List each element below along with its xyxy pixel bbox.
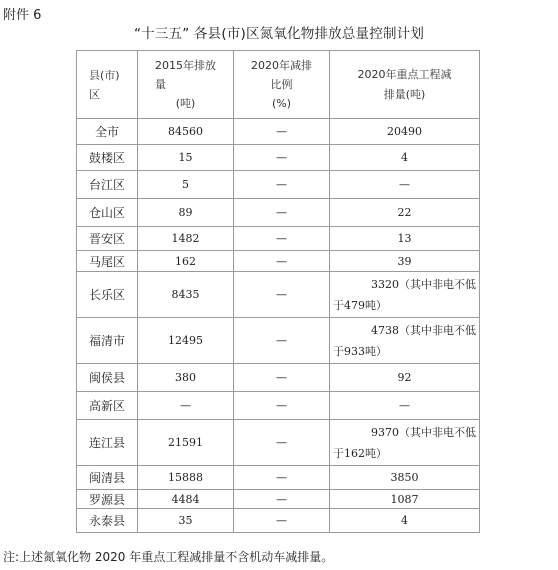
emission-plan-table bbox=[76, 50, 480, 533]
header-district-line-2: 区 bbox=[89, 87, 100, 101]
cell-emission-2015: 15888 bbox=[138, 466, 234, 490]
cell-emission-2015: 380 bbox=[138, 364, 234, 392]
header-emission-2015 bbox=[138, 51, 234, 119]
cell-district: 高新区 bbox=[77, 392, 138, 420]
table-row bbox=[77, 318, 480, 364]
header-ratio-line-1: 2020年减排 bbox=[251, 59, 312, 72]
cell-emission-2015: — bbox=[138, 392, 234, 420]
table-header-row bbox=[77, 51, 480, 119]
header-district-line-1: 县(市) bbox=[89, 68, 120, 82]
cell-key-project-reduction bbox=[330, 490, 480, 509]
table-row bbox=[77, 227, 480, 251]
cell-district: 全市 bbox=[77, 119, 138, 145]
cell-key-project-reduction bbox=[330, 364, 480, 392]
table-row bbox=[77, 490, 480, 509]
cell-reduction-ratio: — bbox=[234, 251, 330, 272]
cell-key-project-reduction-line: 3320（其中非电不低 bbox=[371, 277, 476, 291]
cell-reduction-ratio: — bbox=[234, 392, 330, 420]
table-row bbox=[77, 509, 480, 533]
table-row bbox=[77, 272, 480, 318]
cell-key-project-reduction-line: 13 bbox=[397, 232, 412, 245]
attachment-label: 附件 6 bbox=[3, 8, 42, 23]
cell-key-project-reduction-line: 9370（其中非电不低 bbox=[371, 425, 476, 439]
cell-district: 晋安区 bbox=[77, 227, 138, 251]
cell-district: 仓山区 bbox=[77, 199, 138, 227]
cell-key-project-reduction-line: 4 bbox=[401, 514, 408, 527]
cell-emission-2015: 89 bbox=[138, 199, 234, 227]
cell-district: 鼓楼区 bbox=[77, 145, 138, 171]
cell-key-project-reduction-line: 3850 bbox=[390, 471, 419, 484]
header-emission-2015-line-1: 2015年排放 bbox=[155, 59, 216, 72]
cell-key-project-reduction-line: 4738（其中非电不低 bbox=[371, 323, 476, 337]
cell-key-project-reduction-line: — bbox=[399, 399, 410, 412]
cell-key-project-reduction bbox=[330, 509, 480, 533]
cell-key-project-reduction-line: 92 bbox=[397, 371, 412, 384]
cell-key-project-reduction-line: 20490 bbox=[387, 125, 422, 138]
cell-emission-2015: 15 bbox=[138, 145, 234, 171]
cell-emission-2015: 5 bbox=[138, 171, 234, 199]
cell-key-project-reduction-line: 于933吨） bbox=[333, 344, 387, 358]
header-emission-2015-line-2: 量 bbox=[155, 78, 166, 91]
cell-district: 连江县 bbox=[77, 420, 138, 466]
cell-key-project-reduction-line: — bbox=[399, 178, 410, 191]
cell-reduction-ratio: — bbox=[234, 490, 330, 509]
table-body bbox=[77, 119, 480, 533]
table-row bbox=[77, 145, 480, 171]
footnote: 注:上述氮氧化物 2020 年重点工程减排量不含机动车减排量。 bbox=[3, 550, 334, 564]
cell-key-project-reduction bbox=[330, 392, 480, 420]
cell-reduction-ratio: — bbox=[234, 364, 330, 392]
cell-key-project-reduction bbox=[330, 145, 480, 171]
cell-district: 长乐区 bbox=[77, 272, 138, 318]
cell-district: 闽侯县 bbox=[77, 364, 138, 392]
cell-key-project-reduction-line: 22 bbox=[397, 206, 412, 219]
cell-key-project-reduction-line: 4 bbox=[401, 151, 408, 164]
cell-district: 罗源县 bbox=[77, 490, 138, 509]
cell-reduction-ratio: — bbox=[234, 420, 330, 466]
cell-reduction-ratio: — bbox=[234, 199, 330, 227]
cell-key-project-reduction-line: 1087 bbox=[390, 492, 419, 506]
cell-reduction-ratio: — bbox=[234, 227, 330, 251]
cell-key-project-reduction bbox=[330, 272, 480, 318]
table-row bbox=[77, 466, 480, 490]
cell-reduction-ratio: — bbox=[234, 145, 330, 171]
cell-emission-2015: 84560 bbox=[138, 119, 234, 145]
header-ratio-line-2: 比例 bbox=[270, 78, 293, 91]
cell-key-project-reduction bbox=[330, 227, 480, 251]
header-key-project-line-2: 排量(吨) bbox=[383, 87, 426, 101]
cell-key-project-reduction-line: 于162吨） bbox=[333, 446, 387, 460]
table-row bbox=[77, 420, 480, 466]
cell-emission-2015: 4484 bbox=[138, 490, 234, 509]
header-reduction-ratio-2020 bbox=[234, 51, 330, 119]
cell-key-project-reduction bbox=[330, 318, 480, 364]
table-row bbox=[77, 119, 480, 145]
cell-district: 马尾区 bbox=[77, 251, 138, 272]
cell-district: 闽清县 bbox=[77, 466, 138, 490]
header-ratio-line-3: (%) bbox=[271, 97, 292, 110]
cell-emission-2015: 8435 bbox=[138, 272, 234, 318]
cell-key-project-reduction bbox=[330, 251, 480, 272]
header-key-project-line-1: 2020年重点工程减 bbox=[357, 67, 452, 81]
header-district bbox=[77, 51, 138, 119]
header-emission-2015-line-3: (吨) bbox=[175, 97, 196, 110]
table-row bbox=[77, 171, 480, 199]
cell-reduction-ratio: — bbox=[234, 466, 330, 490]
cell-key-project-reduction bbox=[330, 420, 480, 466]
cell-reduction-ratio: — bbox=[234, 509, 330, 533]
cell-reduction-ratio: — bbox=[234, 272, 330, 318]
cell-reduction-ratio: — bbox=[234, 318, 330, 364]
cell-key-project-reduction bbox=[330, 119, 480, 145]
table-row bbox=[77, 392, 480, 420]
cell-district: 永泰县 bbox=[77, 509, 138, 533]
document-title: “十三五” 各县(市)区氮氧化物排放总量控制计划 bbox=[133, 26, 425, 42]
cell-emission-2015: 12495 bbox=[138, 318, 234, 364]
table-row bbox=[77, 199, 480, 227]
cell-key-project-reduction-line: 于479吨） bbox=[333, 298, 387, 312]
cell-emission-2015: 21591 bbox=[138, 420, 234, 466]
cell-emission-2015: 1482 bbox=[138, 227, 234, 251]
cell-key-project-reduction bbox=[330, 171, 480, 199]
cell-key-project-reduction bbox=[330, 466, 480, 490]
cell-district: 台江区 bbox=[77, 171, 138, 199]
cell-emission-2015: 162 bbox=[138, 251, 234, 272]
cell-emission-2015: 35 bbox=[138, 509, 234, 533]
table-row bbox=[77, 364, 480, 392]
cell-key-project-reduction bbox=[330, 199, 480, 227]
cell-reduction-ratio: — bbox=[234, 171, 330, 199]
cell-reduction-ratio: — bbox=[234, 119, 330, 145]
table-row bbox=[77, 251, 480, 272]
cell-district: 福清市 bbox=[77, 318, 138, 364]
cell-key-project-reduction-line: 39 bbox=[397, 254, 412, 268]
header-key-project-2020 bbox=[330, 51, 480, 119]
